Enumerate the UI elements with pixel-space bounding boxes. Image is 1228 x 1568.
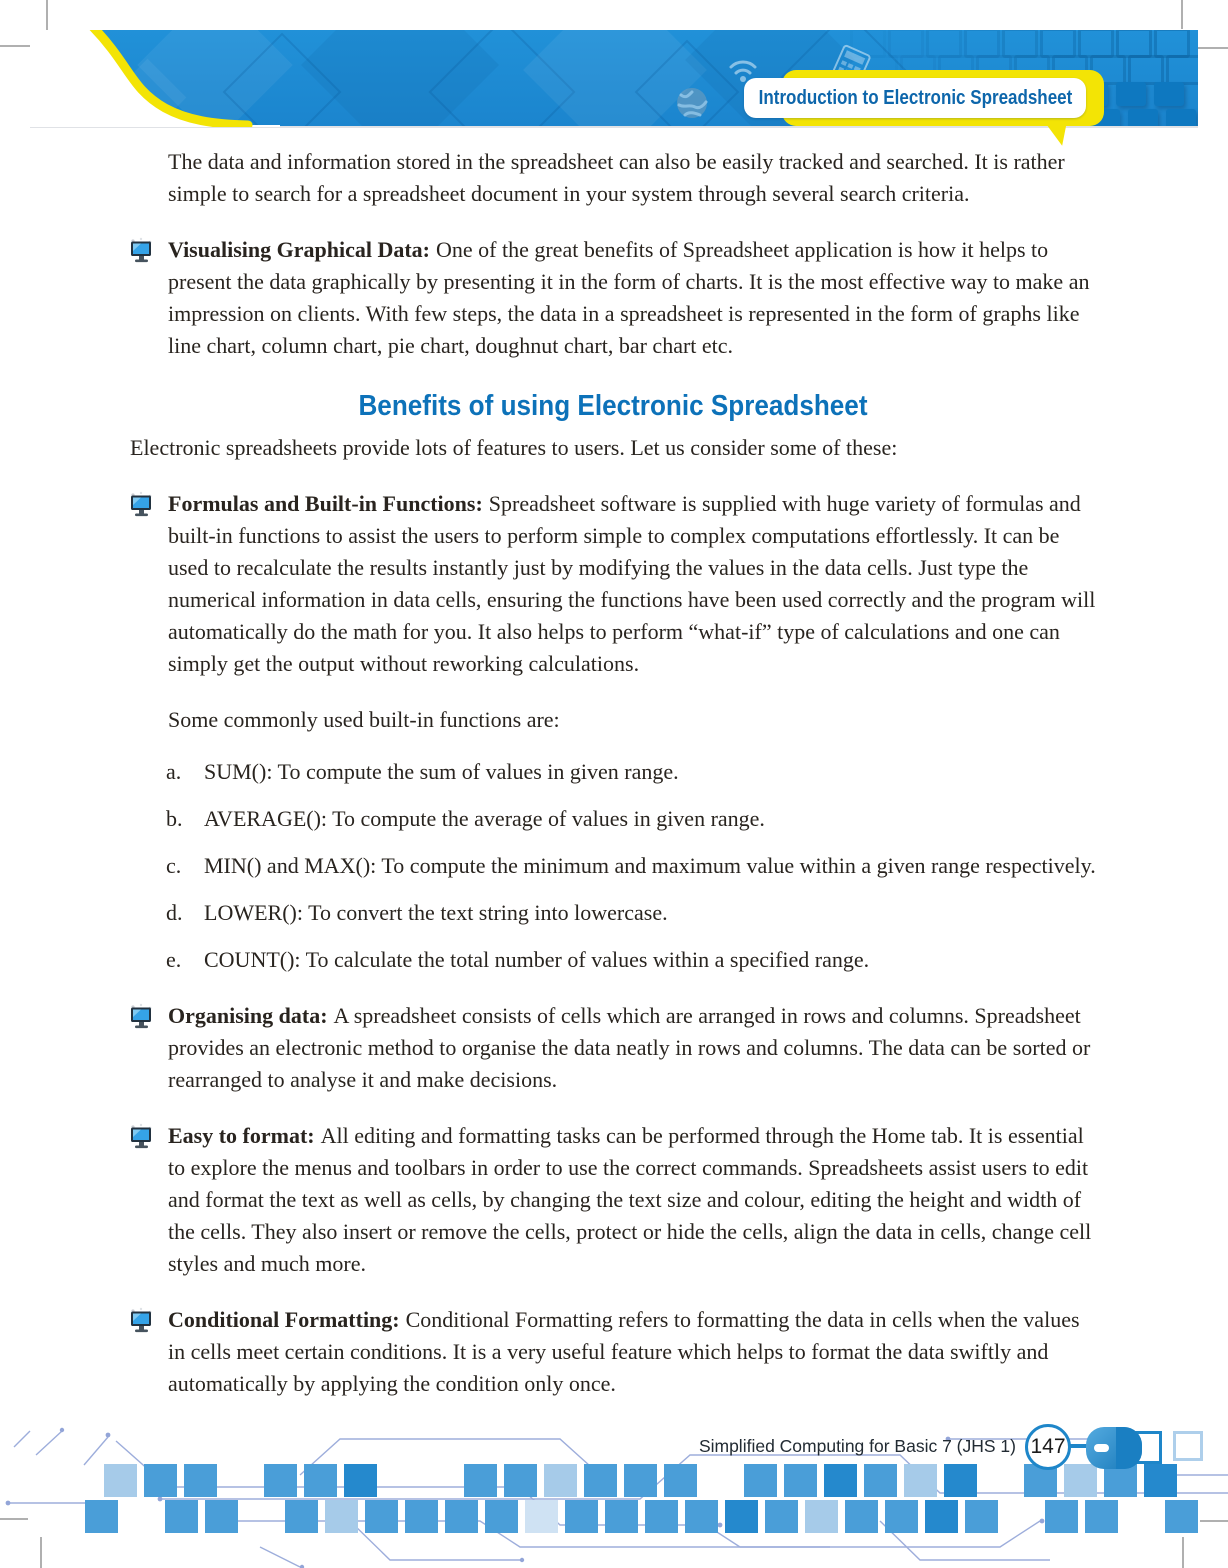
decor-square [664, 1464, 697, 1497]
decor-square [85, 1500, 118, 1533]
item-text: SUM(): To compute the sum of values in given range. [204, 759, 679, 784]
bullet-title: Formulas and Built-in Functions: [168, 491, 483, 516]
bullet-body: One of the great benefits of Spreadsheet application is how it helps to present the data graphically by presenting it in the form of charts. It is the most effective way to make an impression on clients. With few steps, the data in a spreadsheet is represented in the form of graphs like line chart, column chart, pie chart, doughnut chart, bar chart etc. [168, 237, 1090, 358]
decor-square [565, 1500, 598, 1533]
bullet-item-conditional [130, 1304, 1096, 1400]
keyboard-key [888, 30, 924, 58]
function-item [130, 850, 1096, 882]
crop-mark [1198, 47, 1228, 49]
decor-square [765, 1500, 798, 1533]
keyboard-key [1116, 30, 1152, 58]
decor-square [144, 1464, 177, 1497]
decor-square [525, 1500, 558, 1533]
decor-square [744, 1464, 777, 1497]
functions-intro: Some commonly used built-in functions are: [168, 707, 560, 732]
decor-square [1064, 1464, 1097, 1497]
bullet-body: All editing and formatting tasks can be performed through the Home tab. It is essential to explore the menus and toolbars in order to use the correct commands. Spreadsheets assist users to edit and format the text as well as cells, by changing the text size and colour, editing the height and width of the cells. They also insert or remove the cells, protect or hide the cells, align the data in cells, change cell styles and much more. [168, 1123, 1092, 1276]
decor-square [264, 1464, 297, 1497]
decor-square [685, 1500, 718, 1533]
computer-bullet-icon [128, 1003, 155, 1031]
decor-square [845, 1500, 878, 1533]
section-intro: Electronic spreadsheets provide lots of features to users. Let us consider some of these: [130, 435, 898, 460]
bullet-title: Visualising Graphical Data: [168, 237, 430, 262]
keyboard-key [964, 30, 1000, 58]
crop-mark [46, 0, 48, 30]
item-label: e. [166, 947, 182, 972]
keyboard-key [1166, 55, 1198, 85]
decor-square [904, 1464, 937, 1497]
section-heading: Benefits of using Electronic Spreadsheet [358, 390, 868, 422]
keyboard-key [1154, 30, 1190, 58]
decor-square [584, 1464, 617, 1497]
item-text: MIN() and MAX(): To compute the minimum and maximum value within a given range respectively. [204, 853, 1096, 878]
decor-square [965, 1500, 998, 1533]
keyboard-key [1128, 55, 1164, 85]
decor-square [605, 1500, 638, 1533]
function-item [130, 944, 1096, 976]
decor-square [344, 1464, 377, 1497]
keyboard-key [1116, 82, 1146, 106]
page-number: 147 [1030, 1435, 1066, 1458]
decor-square [1085, 1500, 1118, 1533]
crop-mark [1181, 0, 1183, 29]
keyboard-key [1154, 82, 1184, 106]
decor-square [285, 1500, 318, 1533]
footer-book-title: Simplified Computing for Basic 7 (JHS 1) [698, 1436, 1016, 1456]
chapter-badge-label: Introduction to Electronic Spreadsheet [758, 86, 1072, 109]
bullet-title: Easy to format: [168, 1123, 315, 1148]
decor-squares-row [104, 1464, 1224, 1497]
decor-square [104, 1464, 137, 1497]
globe-icon [675, 86, 709, 120]
item-text: AVERAGE(): To compute the average of values in given range. [204, 806, 765, 831]
page-number-badge [1025, 1424, 1071, 1470]
computer-bullet-icon [128, 1123, 155, 1151]
crop-mark [0, 45, 30, 47]
decor-square [485, 1500, 518, 1533]
function-item [130, 803, 1096, 835]
keyboard-key [1040, 30, 1076, 58]
decor-square [864, 1464, 897, 1497]
bullet-title: Conditional Formatting: [168, 1307, 400, 1332]
page-content [130, 130, 1096, 1424]
decor-square [645, 1500, 678, 1533]
keyboard-key [1166, 109, 1196, 126]
decor-square [1144, 1464, 1177, 1497]
decor-square [405, 1500, 438, 1533]
item-label: d. [166, 900, 183, 925]
decor-square [184, 1464, 217, 1497]
bullet-item-format [130, 1120, 1096, 1280]
bullet-body: A spreadsheet consists of cells which are arranged in rows and columns. Spreadsheet provides an electronic method to organise the data neatly in rows and columns. The data can be sorted or rearranged to analyse it and make decisions. [168, 1003, 1091, 1092]
decor-squares-row [85, 1500, 1205, 1533]
item-text: LOWER(): To convert the text string into lowercase. [204, 900, 668, 925]
decor-square [205, 1500, 238, 1533]
decor-square [784, 1464, 817, 1497]
bullet-body: Conditional Formatting refers to formatting the data in cells when the values in cells meet certain conditions. It is a very useful feature which helps to format the data swiftly and automatically by applying the condition only once. [168, 1307, 1080, 1396]
decor-square [944, 1464, 977, 1497]
curve-accent [30, 30, 280, 127]
bullet-title: Organising data: [168, 1003, 328, 1028]
item-label: c. [166, 853, 182, 878]
decor-square [504, 1464, 537, 1497]
intro-paragraph: The data and information stored in the spreadsheet can also be easily tracked and searched. It is rather simple to search for a spreadsheet document in your system through several search criteria. [168, 149, 1065, 206]
computer-bullet-icon [128, 1307, 155, 1335]
decor-square [165, 1500, 198, 1533]
decor-square [725, 1500, 758, 1533]
bullet-item-formulas [130, 488, 1096, 680]
bullet-item-visualising [130, 234, 1096, 362]
computer-bullet-icon [128, 237, 155, 265]
item-label: a. [166, 759, 182, 784]
decor-square [304, 1464, 337, 1497]
decor-square [464, 1464, 497, 1497]
keyboard-key [926, 30, 962, 58]
chapter-badge [744, 78, 1086, 118]
computer-bullet-icon [128, 491, 155, 519]
decor-square [885, 1500, 918, 1533]
function-list [130, 756, 1096, 976]
item-label: b. [166, 806, 183, 831]
decor-square [325, 1500, 358, 1533]
decor-outline-square [1173, 1431, 1203, 1461]
mouse-icon [1086, 1427, 1142, 1469]
decor-square [544, 1464, 577, 1497]
bullet-body: Spreadsheet software is supplied with huge variety of formulas and built-in functions to assist the users to perform simple to complex computations effortlessly. It can be used to recalculate the results instantly just by modifying the values in the data cells. Just type the numerical information in data cells, ensuring the functions have been used correctly and the program will automatically do the math for you. It also helps to perform “what-if” type of calculations and one can simply get the output without reworking calculations. [168, 491, 1096, 676]
decor-square [445, 1500, 478, 1533]
keyboard-key [1002, 30, 1038, 58]
keyboard-key [1128, 109, 1158, 126]
function-item [130, 756, 1096, 788]
decor-square [824, 1464, 857, 1497]
decor-square [925, 1500, 958, 1533]
function-item [130, 897, 1096, 929]
item-text: COUNT(): To calculate the total number of values within a specified range. [204, 947, 870, 972]
bullet-item-organising [130, 1000, 1096, 1096]
decor-square [1045, 1500, 1078, 1533]
decor-square [805, 1500, 838, 1533]
decor-square [624, 1464, 657, 1497]
keyboard-key [1078, 30, 1114, 58]
decor-square [1165, 1500, 1198, 1533]
decor-square [365, 1500, 398, 1533]
